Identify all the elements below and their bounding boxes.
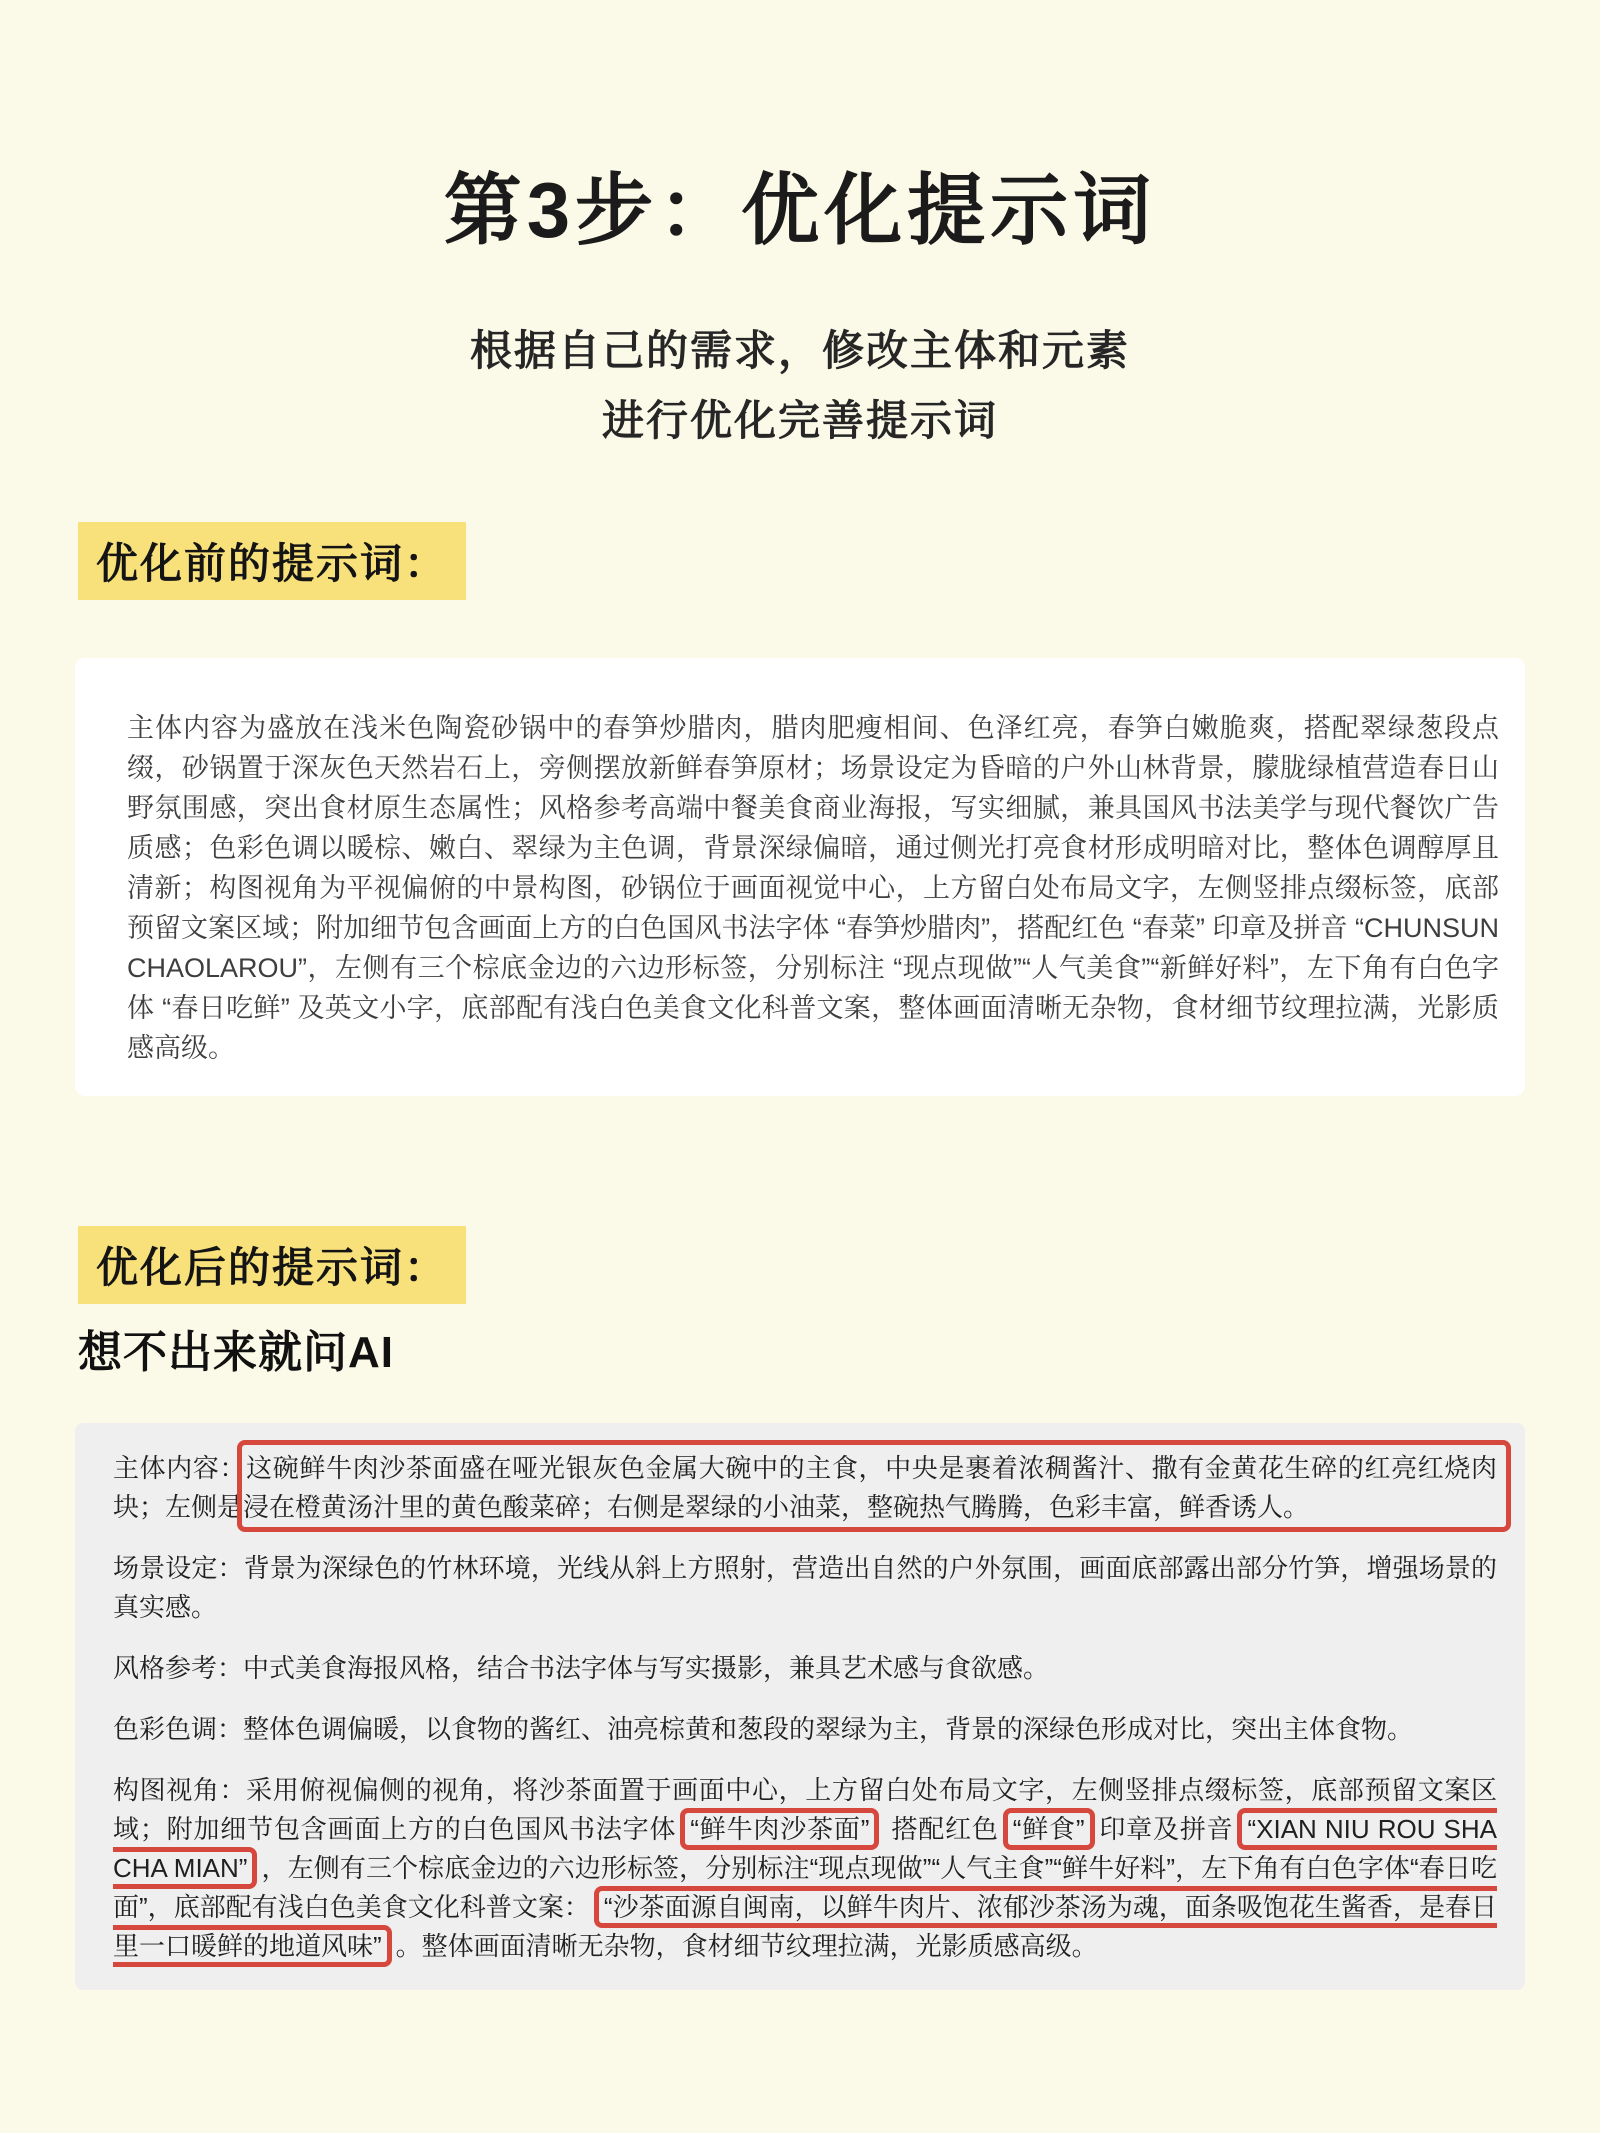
subtitle-line1: 根据自己的需求，修改主体和元素 (469, 327, 1130, 374)
page-title: 第3步：优化提示词 (443, 166, 1157, 254)
before-section-label: 优化前的提示词： (78, 522, 466, 600)
red-annotation-box-segment: “鲜食” (1003, 1808, 1095, 1850)
text-segment: 。整体画面清晰无杂物，食材细节纹理拉满，光影质感高级。 (395, 1931, 1098, 1961)
text-segment: ，左侧有三个棕底金边的六边形标签，分别标注“现点现做”“人气主食”“鲜牛好料”，左下角有白色字体“春日吃面”，底部配有浅白色美食文化科普文案： (113, 1853, 1498, 1922)
before-prompt-card (75, 658, 1525, 1096)
ask-ai-hint: 想不出来就问AI (78, 1328, 394, 1377)
subtitle (0, 316, 1600, 456)
subject-boxed-text: 这碗鲜牛肉沙茶面盛在哑光银灰色金属大碗中的主食，中央是裹着浓稠酱汁、撒有金黄花生碎的红亮红烧肉块；左侧是浸在橙黄汤汁里的黄色酸菜碎；右侧是翠绿的小油菜，整碗热气腾腾，色彩丰富，鲜香诱人。 (113, 1453, 1497, 1522)
subtitle-line2: 进行优化完善提示词 (601, 397, 998, 444)
after-section-label: 优化后的提示词： (78, 1226, 466, 1304)
before-prompt-text: 主体内容为盛放在浅米色陶瓷砂锅中的春笋炒腊肉，腊肉肥瘦相间、色泽红亮，春笋白嫩脆爽，搭配翠绿葱段点缀，砂锅置于深灰色天然岩石上，旁侧摆放新鲜春笋原材；场景设定为昏暗的户外山林背景，朦胧绿植营造春日山野氛围感，突出食材原生态属性；风格参考高端中餐美食商业海报，写实细腻，兼具国风书法美学与现代餐饮广告质感；色彩色调以暖棕、嫩白、翠绿为主色调，背景深绿偏暗，通过侧光打亮食材形成明暗对比，整体色调醇厚且清新；构图视角为平视偏俯的中景构图，砂锅位于画面视觉中心，上方留白处布局文字，左侧竖排点缀标签，底部预留文案区域；附加细节包含画面上方的白色国风书法字体 “春笋炒腊肉”，搭配红色 “春菜” 印章及拼音 “CHUNSUN CHAOLAROU”，左侧有三个棕底金边的六边形标签，分别标注 “现点现做”“人气美食”“新鲜好料”，左下角有白色字体 “春日吃鲜” 及英文小字，底部配有浅白色美食文化科普文案，整体画面清晰无杂物，食材细节纹理拉满，光影质感高级。 (127, 713, 1499, 1063)
text-segment: 构图视角：采用俯视偏侧的视角，将沙茶面置于画面中心，上方留白处布局文字，左侧竖排点缀标签，底部预留文案区域；附加细节包含画面上方的白色国风书法字体 (113, 1775, 1497, 1844)
red-annotation-box-segment: “XIAN NIU ROU SHA CHA MIAN” (113, 1808, 1497, 1889)
after-paragraph-scene: 场景设定：背景为深绿色的竹林环境，光线从斜上方照射，营造出自然的户外氛围，画面底部露出部分竹笋，增强场景的真实感。 (113, 1553, 1497, 1622)
red-annotation-box-segment: “沙茶面源自闽南，以鲜牛肉片、浓郁沙茶汤为魂，面条吸饱花生酱香，是春日里一口暖鲜的地道风味” (113, 1886, 1497, 1967)
red-annotation-box-segment: “鲜牛肉沙茶面” (680, 1808, 879, 1850)
text-segment: 印章及拼音 (1098, 1814, 1234, 1844)
after-paragraph-color: 色彩色调：整体色调偏暖，以食物的酱红、油亮棕黄和葱段的翠绿为主，背景的深绿色形成对比，突出主体食物。 (113, 1714, 1414, 1744)
after-prompt-card (75, 1423, 1525, 1990)
after-paragraph-subject (113, 1449, 1497, 1527)
after-paragraph-composition (113, 1771, 1497, 1966)
after-paragraph-style: 风格参考：中式美食海报风格，结合书法字体与写实摄影，兼具艺术感与食欲感。 (113, 1653, 1050, 1683)
paragraph-label: 主体内容： (113, 1453, 247, 1483)
text-segment: 搭配红色 (883, 1814, 999, 1844)
